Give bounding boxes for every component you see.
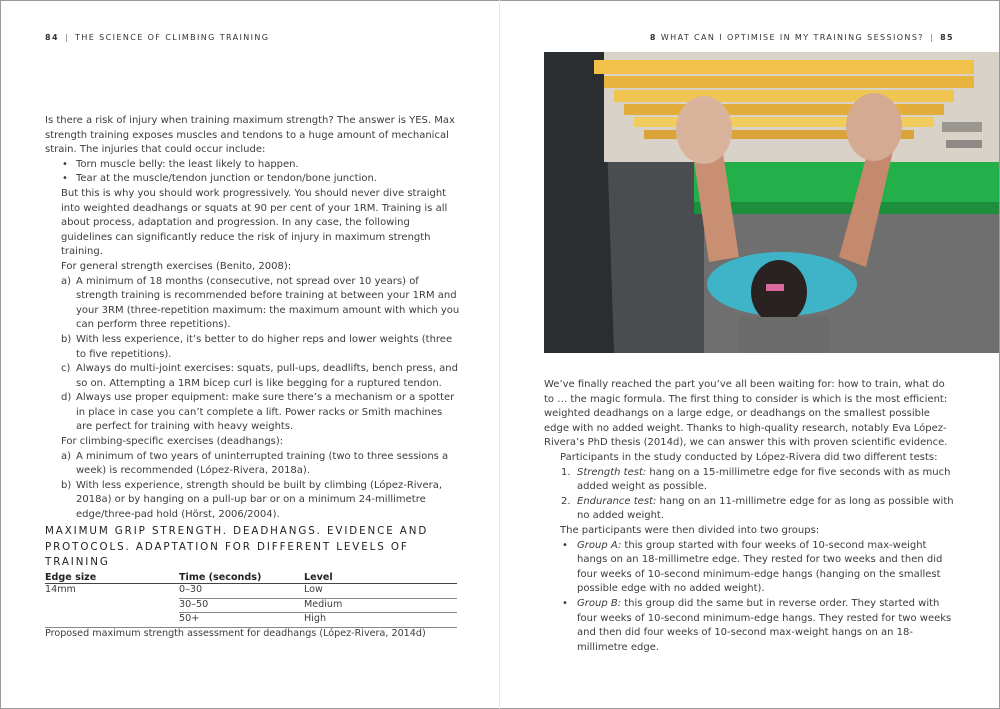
right-page-number: 85 (940, 33, 954, 42)
table-cell: 50+ (179, 613, 304, 628)
climber-photo (544, 52, 999, 353)
bullet-icon: • (62, 173, 68, 185)
left-running-title: THE SCIENCE OF CLIMBING TRAINING (75, 33, 270, 42)
list-item: 2. Endurance test: hang on an 11-millimetre edge for as long as possible with no added weight. (561, 495, 954, 522)
table-cell (45, 598, 179, 613)
climber-hangboard-image (544, 52, 999, 353)
left-body-text (45, 114, 460, 523)
list-item: b) With less experience, strength should be built by climbing (López-Rivera, 2018a) or by hanging on a pull-up bar or on a minimum 24-millimetre edge/three-pad hold (Hörst, 2006/2004). (61, 479, 443, 521)
table-row (45, 584, 457, 599)
intro-paragraph: We’ve finally reached the part you’ve all been waiting for: how to train, what do to … the magic formula. The first thing to consider is which is the most efficient: weighted deadhangs on a large edge, or deadhangs on the smallest possible edge with no added weight. Thanks to high-quality research, notably Eva López-Rivera’s PhD thesis (2014d), we can answer this with proven scientific evidence. (544, 379, 948, 449)
list-item: • Tear at the muscle/tendon junction or tendon/bone junction. (45, 172, 460, 187)
bullet-icon: • (562, 539, 568, 551)
table-cell: Low (304, 584, 457, 599)
table-cell: High (304, 613, 457, 628)
left-page-number: 84 (45, 33, 59, 42)
table-caption: Proposed maximum strength assessment for deadhangs (López-Rivera, 2014d) (45, 628, 426, 639)
climbing-intro: For climbing-specific exercises (deadhangs): (61, 436, 284, 448)
injury-list (45, 158, 460, 187)
table-row (45, 598, 457, 613)
study-intro: Participants in the study conducted by López-Rivera did two different tests: (560, 451, 938, 463)
list-item: 1. Strength test: hang on a 15-millimetre edge for five seconds with as much added weight as possible. (561, 466, 951, 493)
list-item: • Torn muscle belly: the least likely to happen. (45, 158, 460, 173)
right-running-title: WHAT CAN I OPTIMISE IN MY TRAINING SESSIONS? (660, 33, 924, 42)
general-guidelines-list (45, 275, 460, 436)
bullet-icon: • (562, 597, 568, 609)
table-cell: 14mm (45, 584, 76, 595)
tests-list (544, 466, 956, 524)
right-page (500, 0, 1000, 709)
list-item: c) Always do multi-joint exercises: squats, pull-ups, deadlifts, bench press, and so on. Attempting a 1RM bicep curl is like begging for a ruptured tendon. (61, 363, 458, 389)
list-item: • Group A: this group started with four weeks of 10-second max-weight hangs on an 18-millimetre edge. They rested for two weeks and then did four weeks of 10-second minimum-edge hangs (hanging on the smallest possible edge with no added weight). (562, 539, 943, 595)
section-heading: MAXIMUM GRIP STRENGTH. DEADHANGS. EVIDENCE AND PROTOCOLS. ADAPTATION FOR DIFFERENT LEVELS OF TRAINING (45, 525, 429, 569)
table-cell: 0–30 (179, 584, 304, 599)
list-item: b) With less experience, it’s better to do higher reps and lower weights (three to five repetitions). (61, 333, 453, 360)
table-cell: Medium (304, 598, 457, 613)
table-header-row (45, 570, 457, 584)
left-running-head: 84 | THE SCIENCE OF CLIMBING TRAINING (45, 33, 270, 42)
right-running-head: 8 WHAT CAN I OPTIMISE IN MY TRAINING SESSIONS? | 85 (649, 33, 954, 42)
progressive-paragraph: But this is why you should work progressively. You should never dive straight into weighted deadhangs or squats at 90 per cent of your 1RM. Training is all about process, adaptation and progression. In any case, the following guidelines can significantly reduce the risk of injury in maximum strength training. (61, 187, 448, 258)
strength-assessment-table (45, 570, 457, 628)
column-header: Time (seconds) (179, 570, 304, 584)
climbing-guidelines-list (45, 450, 460, 523)
list-item: d) Always use proper equipment: make sure there’s a mechanism or a spotter in place in case you can’t complete a lift. Power racks or Smith machines are perfect for training with heavy weights. (61, 392, 455, 433)
list-item: a) A minimum of two years of uninterrupted training (two to three sessions a week) is recommended (López-Rivera, 2018a). (61, 450, 449, 477)
column-header: Level (304, 570, 457, 584)
chapter-number: 8 (649, 33, 657, 42)
list-item: • Group B: this group did the same but in reverse order. They started with four weeks of 10-second minimum-edge hangs. They rested for two weeks and then did four weeks of 10-second max-weight hangs on an 18-millimetre edge. (562, 597, 952, 653)
table-row (45, 613, 457, 628)
table-cell (45, 613, 179, 628)
groups-intro: The participants were then divided into two groups: (560, 524, 820, 536)
intro-paragraph: Is there a risk of injury when training maximum strength? The answer is YES. Max strength training exposes muscles and tendons to a huge amount of mechanical strain. The injuries that could occur include: (45, 115, 455, 156)
groups-list (544, 539, 956, 656)
list-item: a) A minimum of 18 months (consecutive, not spread over 10 years) of strength training is recommended before training at between your 1RM and your 3RM (three-repetition maximum: the maximum amount with which you can perform three repetitions). (61, 275, 460, 331)
table-cell: 30–50 (179, 598, 304, 613)
column-header: Edge size (45, 570, 179, 584)
right-body-text (544, 378, 956, 655)
bullet-icon: • (62, 158, 68, 170)
general-intro: For general strength exercises (Benito, 2008): (61, 260, 292, 272)
